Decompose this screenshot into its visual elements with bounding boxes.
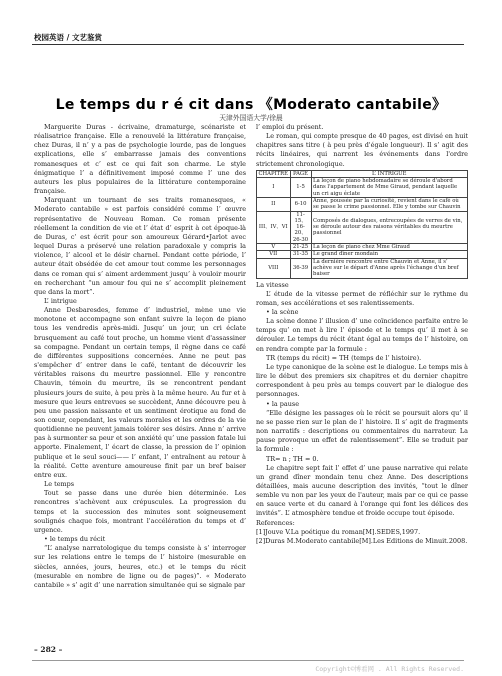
journal-header: 校园英语 / 文艺鉴赏 — [34, 33, 102, 42]
subsection-heading: • le temps du récit — [44, 535, 106, 544]
cell-page: 21-25 — [290, 244, 311, 251]
copyright-notice: Copyright©博看网 . All Rights Reserved. — [315, 665, 464, 673]
cell-intrigue: La leçon de piano chez Mme Giraud — [311, 244, 467, 251]
reference-item: [2]Duras M.Moderato cantabile[M].Les Editions de Minuit.2008. — [256, 536, 468, 545]
page-number: – 282 – — [34, 645, 63, 654]
cell-chapitre: VIII — [257, 258, 291, 278]
paragraph: Tout se passe dans une durée bien déterminée. Les rencontres s'achèvent aux crépuscules. La progression du temps et la succession des minutes sont soigneusement soulignés chaque fois, montrant l'accélération du temps et d’ urgence. — [34, 489, 246, 534]
cell-intrigue: Composés de dialogues, entrecoupées de verres de vin, se déroule autour des raisons véritables du meurtre passionnel — [311, 211, 467, 243]
paragraph: References: — [256, 518, 295, 527]
left-column — [34, 123, 246, 590]
paragraph: • la pause — [266, 399, 300, 408]
paragraph: Anne Desbaresdes, femme d’ industriel, mène une vie monotone et accompagne son enfant suivre la leçon de piano tous les vendredis après-midi. Jusqu’ un jour, un cri éclate brusquement au café tout proche, un homme vient d'assassiner sa compagne. Pendant un certain temps, il règne dans ce café de différentes suppositions concernées. Anne ne peut pas s'empêcher d’ entrer dans le café, tentant de découvrir les véritables raisons du meurtre passionnel. Elle y rencontre Chauvin, témoin du meurtre, ils se rencontrent pendant plusieurs jours de suite, à peu près à la même heure. Au fur et à mesure que leurs entrevues se succèdent, Anne découvre peu à peu une passion naissante et un sentiment érotique au fond de son cœur, cependant, les valeurs morales et les ordres de la vie quotidienne ne peuvent jamais tolérer ses désirs. Anne n’ arrive pas à surmonter sa peur et son anxiété qu’ une passion fatale lui apporte. Finalement, l’ écart de classe, la pression de l’ opinion publique et le seul souci—— l’ enfant, l’ entraînent au retour à la réalité. Cette aventure amoureuse finit par un bref baiser entre eux. — [34, 306, 246, 479]
cell-intrigue: Anne, poussée par la curiosité, revient dans le café où se passe le crime passionnel. Elle y tombe sur Chauvin — [311, 197, 467, 211]
cell-chapitre: V — [257, 244, 291, 251]
paragraph: La vitesse — [256, 280, 289, 289]
cell-page: 31-35 — [290, 251, 311, 258]
cell-page: 1-5 — [290, 178, 311, 198]
header-divider — [32, 44, 464, 45]
cell-page: 11-15、16-20、26-30 — [290, 211, 311, 243]
cell-chapitre: III、IV、VI — [257, 211, 291, 243]
paragraph: L’ étude de la vitesse permet de réfléchir sur le rythme du roman, ses accélérations et ses ralentissements. — [256, 289, 468, 307]
article-title: Le temps du r é cit dans 《Moderato cantabile》 — [55, 97, 447, 113]
cell-page: 6-10 — [290, 197, 311, 211]
cell-chapitre: I — [257, 178, 291, 198]
reference-item: [1]Jouve V.La poétique du roman[M].SEDES,1997. — [256, 527, 421, 536]
right-column — [256, 123, 468, 546]
table-row — [257, 178, 468, 198]
footer-divider — [32, 660, 464, 661]
paragraph: Le chapitre sept fait l’ effet d’ une pause narrative qui relate un grand dîner mondain tenu chez Anne. Des descriptions détaillées, mais aucune description des invités, “tout le dîner semble vu non par les yeux de l'auteur, mais par ce qui ce passe en sauce verte et du canard à l'orange qui font les délices des invités”. L’ atmosphère tendue et froide occupe tout épisode. — [256, 463, 468, 518]
table-header-row — [257, 170, 468, 177]
cell-chapitre: VII — [257, 251, 291, 258]
table-row — [257, 211, 468, 243]
paragraph: Le type canonique de la scène est le dialogue. Le temps mis à lire le début des premiers six chapitres et du dernier chapitre correspondent à peu près au temps couvert par le dialogue des personnages. — [256, 362, 469, 399]
paragraph: TR= n ; TH = 0. — [266, 454, 319, 463]
table-row — [257, 251, 468, 258]
paragraph: TR (temps du récit) = TH (temps de l’ histoire). — [266, 353, 422, 362]
table-row — [257, 258, 468, 278]
cell-intrigue: Le grand dîner mondain — [311, 251, 467, 258]
paragraph: Marguerite Duras - écrivaine, dramaturge, scénariste et réalisatrice française. Elle a renouvelé la littérature française, chez Duras, il n’ y a pas de psychologie lourde, pas de longues explications, elle s’ embarrasse jamais des conventions romanesques et c’ est ce qui fait son charme. Le style énigmatique l’ a définitivement imposé comme l’ une des auteurs les plus populaires de la littérature contemporaine française. — [34, 123, 246, 196]
table-row — [257, 244, 468, 251]
column-header-chapitre: CHAPITRE — [258, 170, 289, 177]
paragraph: Marquant un tournant de ses traits romanesques, « Moderato cantabile » est parfois considéré comme l’ œuvre représentative de Nouveau Roman. Ce roman présente réellement la condition de vie et l’ état d’ esprit à cet époque-là de Duras, c’ est écrit pour son amoureux Gérard•Jarlot avec lequel Duras a préservé une relation paradoxale y compris la violence, l’ alcool et le désir charnel. Pendant cette période, l’ auteur était obsédée de cet amour tout comme les personnages dans ce roman qui s’ aiment ardemment jusqu’ à vouloir mourir en recherchant “un amour fou qui ne s’ accomplit pleinement que dans la mort”. — [34, 196, 246, 296]
paragraph: La scène donne l’ illusion d’ une coïncidence parfaite entre le temps qu’ on met à lire l’ épisode et le temps qu’ il met à se dérouler. Le temps du récit étant égal au temps de l’ histoire, on en rendra compte par la formule : — [256, 317, 468, 353]
cell-intrigue: La dernière rencontre entre Chauvin et Anne, il s’ achève sur le départ d'Anne après l'échange d'un bref baiser — [311, 258, 467, 278]
table-row — [257, 197, 468, 211]
article-author: 天津外国语大学/徐晨 — [219, 114, 283, 122]
paragraph: “L’ analyse narratologique du temps consiste à s’ interroger sur les relations entre le temps de l’ histoire (mesurable en siècles, années, jours, heures, etc.) et le temps du récit (mesurable en nombre de ligne ou de pages)”. « Moderato cantabile » s’ agit d’ une narration simultanée qui se signale par — [34, 544, 246, 589]
section-heading: L’ intrigue — [44, 296, 77, 305]
paragraph: • la scène — [266, 308, 299, 316]
section-heading: Le temps — [44, 480, 75, 489]
column-header-page: PAGE — [290, 170, 311, 177]
column-header-intrigue: L’ INTRIGUE — [311, 170, 467, 177]
cell-intrigue: La leçon de piano hebdomadaire se déroule d'abord dans l'appartement de Mme Giraud, pendant laquelle un cri aigu éclate — [311, 178, 467, 198]
paragraph: l’ emploi du présent. — [256, 123, 324, 131]
cell-chapitre: II — [257, 197, 291, 211]
paragraph: “Elle désigne les passages où le récit se poursuit alors qu’ il ne se passe rien sur le plan de l’ histoire. Il s’ agit de fragments non narratifs : descriptions ou commentaires du narrateur. La pause provoque un effet de ralentissement”. Elle se traduit par la formule : — [256, 408, 468, 454]
cell-page: 36-39 — [290, 258, 311, 278]
paragraph: Le roman, qui compte presque de 40 pages, est divisé en huit chapitres sans titre ( à peu près d'égale longueur). Il s’ agit des récits linéaires, qui narrent les événements dans l'ordre strictement chronologique. — [256, 132, 468, 168]
chapter-table — [256, 170, 468, 279]
